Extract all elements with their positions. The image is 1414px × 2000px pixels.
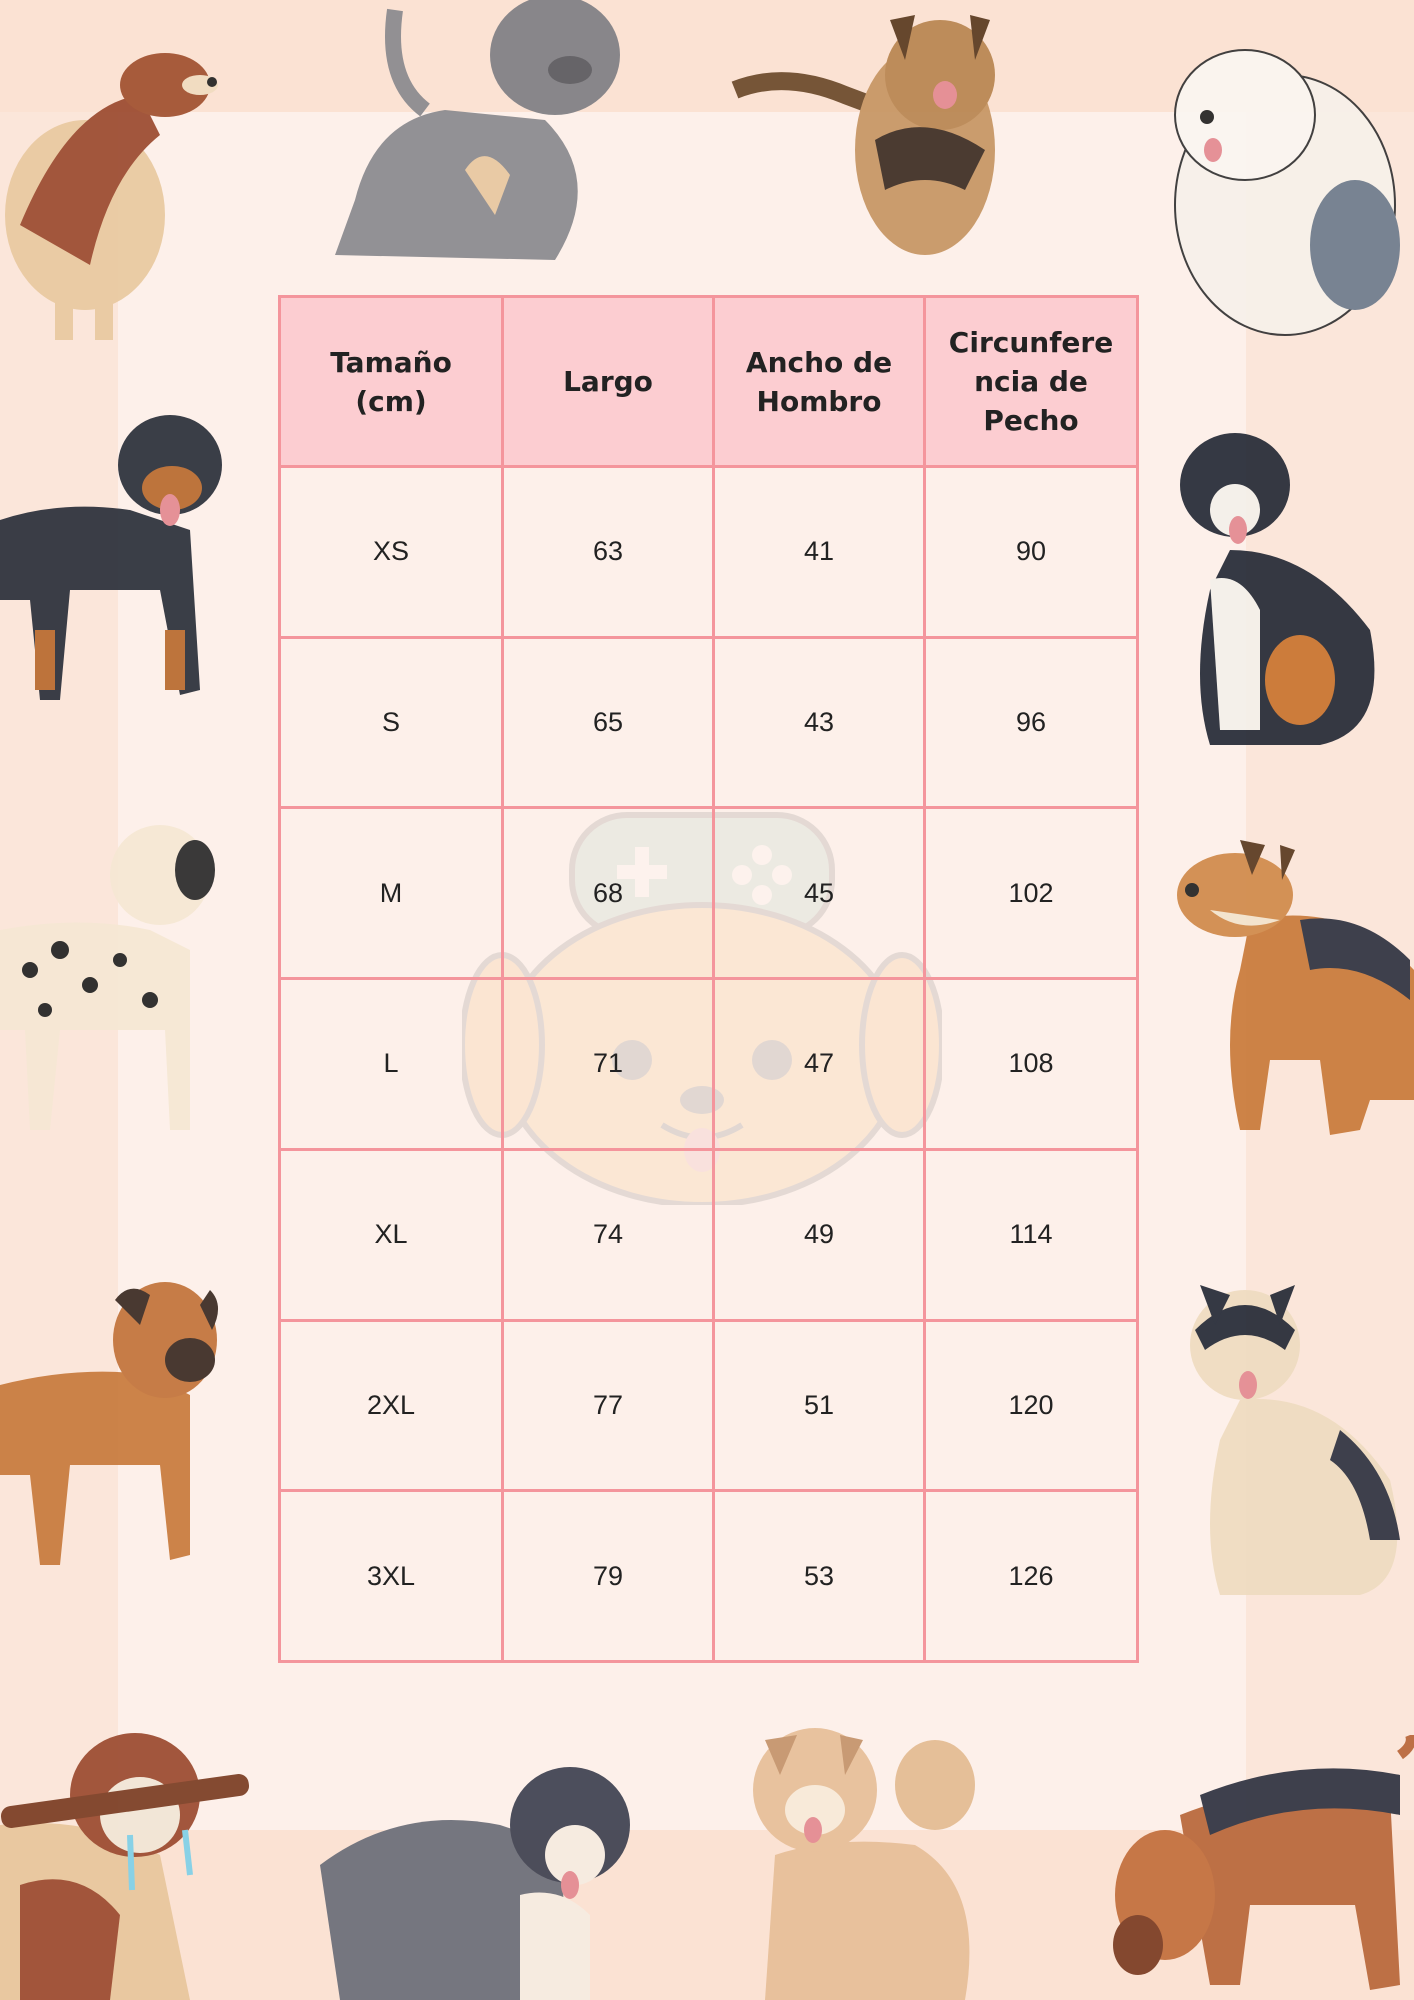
cell-shoulder-width: 43 <box>714 637 925 808</box>
table-header-row <box>280 297 1138 467</box>
bernese-dog-illustration <box>1170 430 1414 750</box>
cell-length: 63 <box>503 467 714 638</box>
cell-shoulder-width: 47 <box>714 979 925 1150</box>
cell-size: XS <box>280 467 503 638</box>
header-chest-circumference: Circunfere ncia de Pecho <box>925 297 1138 467</box>
cell-shoulder-width: 53 <box>714 1491 925 1662</box>
boxer-dog-illustration <box>0 1275 225 1575</box>
dalmatian-dog-illustration <box>0 820 225 1140</box>
cell-size: XL <box>280 1149 503 1320</box>
cell-size: M <box>280 808 503 979</box>
cell-shoulder-width: 49 <box>714 1149 925 1320</box>
header-size: Tamaño (cm) <box>280 297 503 467</box>
cell-length: 74 <box>503 1149 714 1320</box>
sheepdog-illustration <box>1145 25 1414 345</box>
bloodhound-dog-illustration <box>1100 1735 1414 2000</box>
size-chart-table <box>278 295 1139 1663</box>
cell-chest-circumference: 120 <box>925 1320 1138 1491</box>
cell-chest-circumference: 114 <box>925 1149 1138 1320</box>
table-row <box>280 1491 1138 1662</box>
cell-chest-circumference: 126 <box>925 1491 1138 1662</box>
table-row <box>280 637 1138 808</box>
table-row <box>280 1149 1138 1320</box>
table-row <box>280 467 1138 638</box>
cell-length: 79 <box>503 1491 714 1662</box>
bernese-puppy-illustration <box>320 1745 640 2000</box>
cell-chest-circumference: 102 <box>925 808 1138 979</box>
collie-dog-illustration <box>0 25 225 345</box>
cell-size: 2XL <box>280 1320 503 1491</box>
cell-shoulder-width: 51 <box>714 1320 925 1491</box>
rottweiler-dog-illustration <box>0 400 225 720</box>
cell-length: 71 <box>503 979 714 1150</box>
german-shepherd-dog-illustration <box>725 0 1015 270</box>
cell-shoulder-width: 45 <box>714 808 925 979</box>
cell-size: L <box>280 979 503 1150</box>
header-shoulder-width: Ancho de Hombro <box>714 297 925 467</box>
malamute-dog-illustration <box>1190 1280 1414 1600</box>
saint-bernard-dog-illustration <box>0 1715 250 2000</box>
table-row <box>280 979 1138 1150</box>
cell-length: 65 <box>503 637 714 808</box>
cell-shoulder-width: 41 <box>714 467 925 638</box>
table-row <box>280 808 1138 979</box>
table-row <box>280 1320 1138 1491</box>
mastiff-dog-illustration <box>315 0 645 290</box>
cell-size: S <box>280 637 503 808</box>
cell-length: 77 <box>503 1320 714 1491</box>
cell-chest-circumference: 96 <box>925 637 1138 808</box>
cell-length: 68 <box>503 808 714 979</box>
cell-size: 3XL <box>280 1491 503 1662</box>
header-length: Largo <box>503 297 714 467</box>
cell-chest-circumference: 108 <box>925 979 1138 1150</box>
cell-chest-circumference: 90 <box>925 467 1138 638</box>
husky-dog-illustration <box>1170 840 1414 1150</box>
akita-dog-illustration <box>735 1715 995 2000</box>
